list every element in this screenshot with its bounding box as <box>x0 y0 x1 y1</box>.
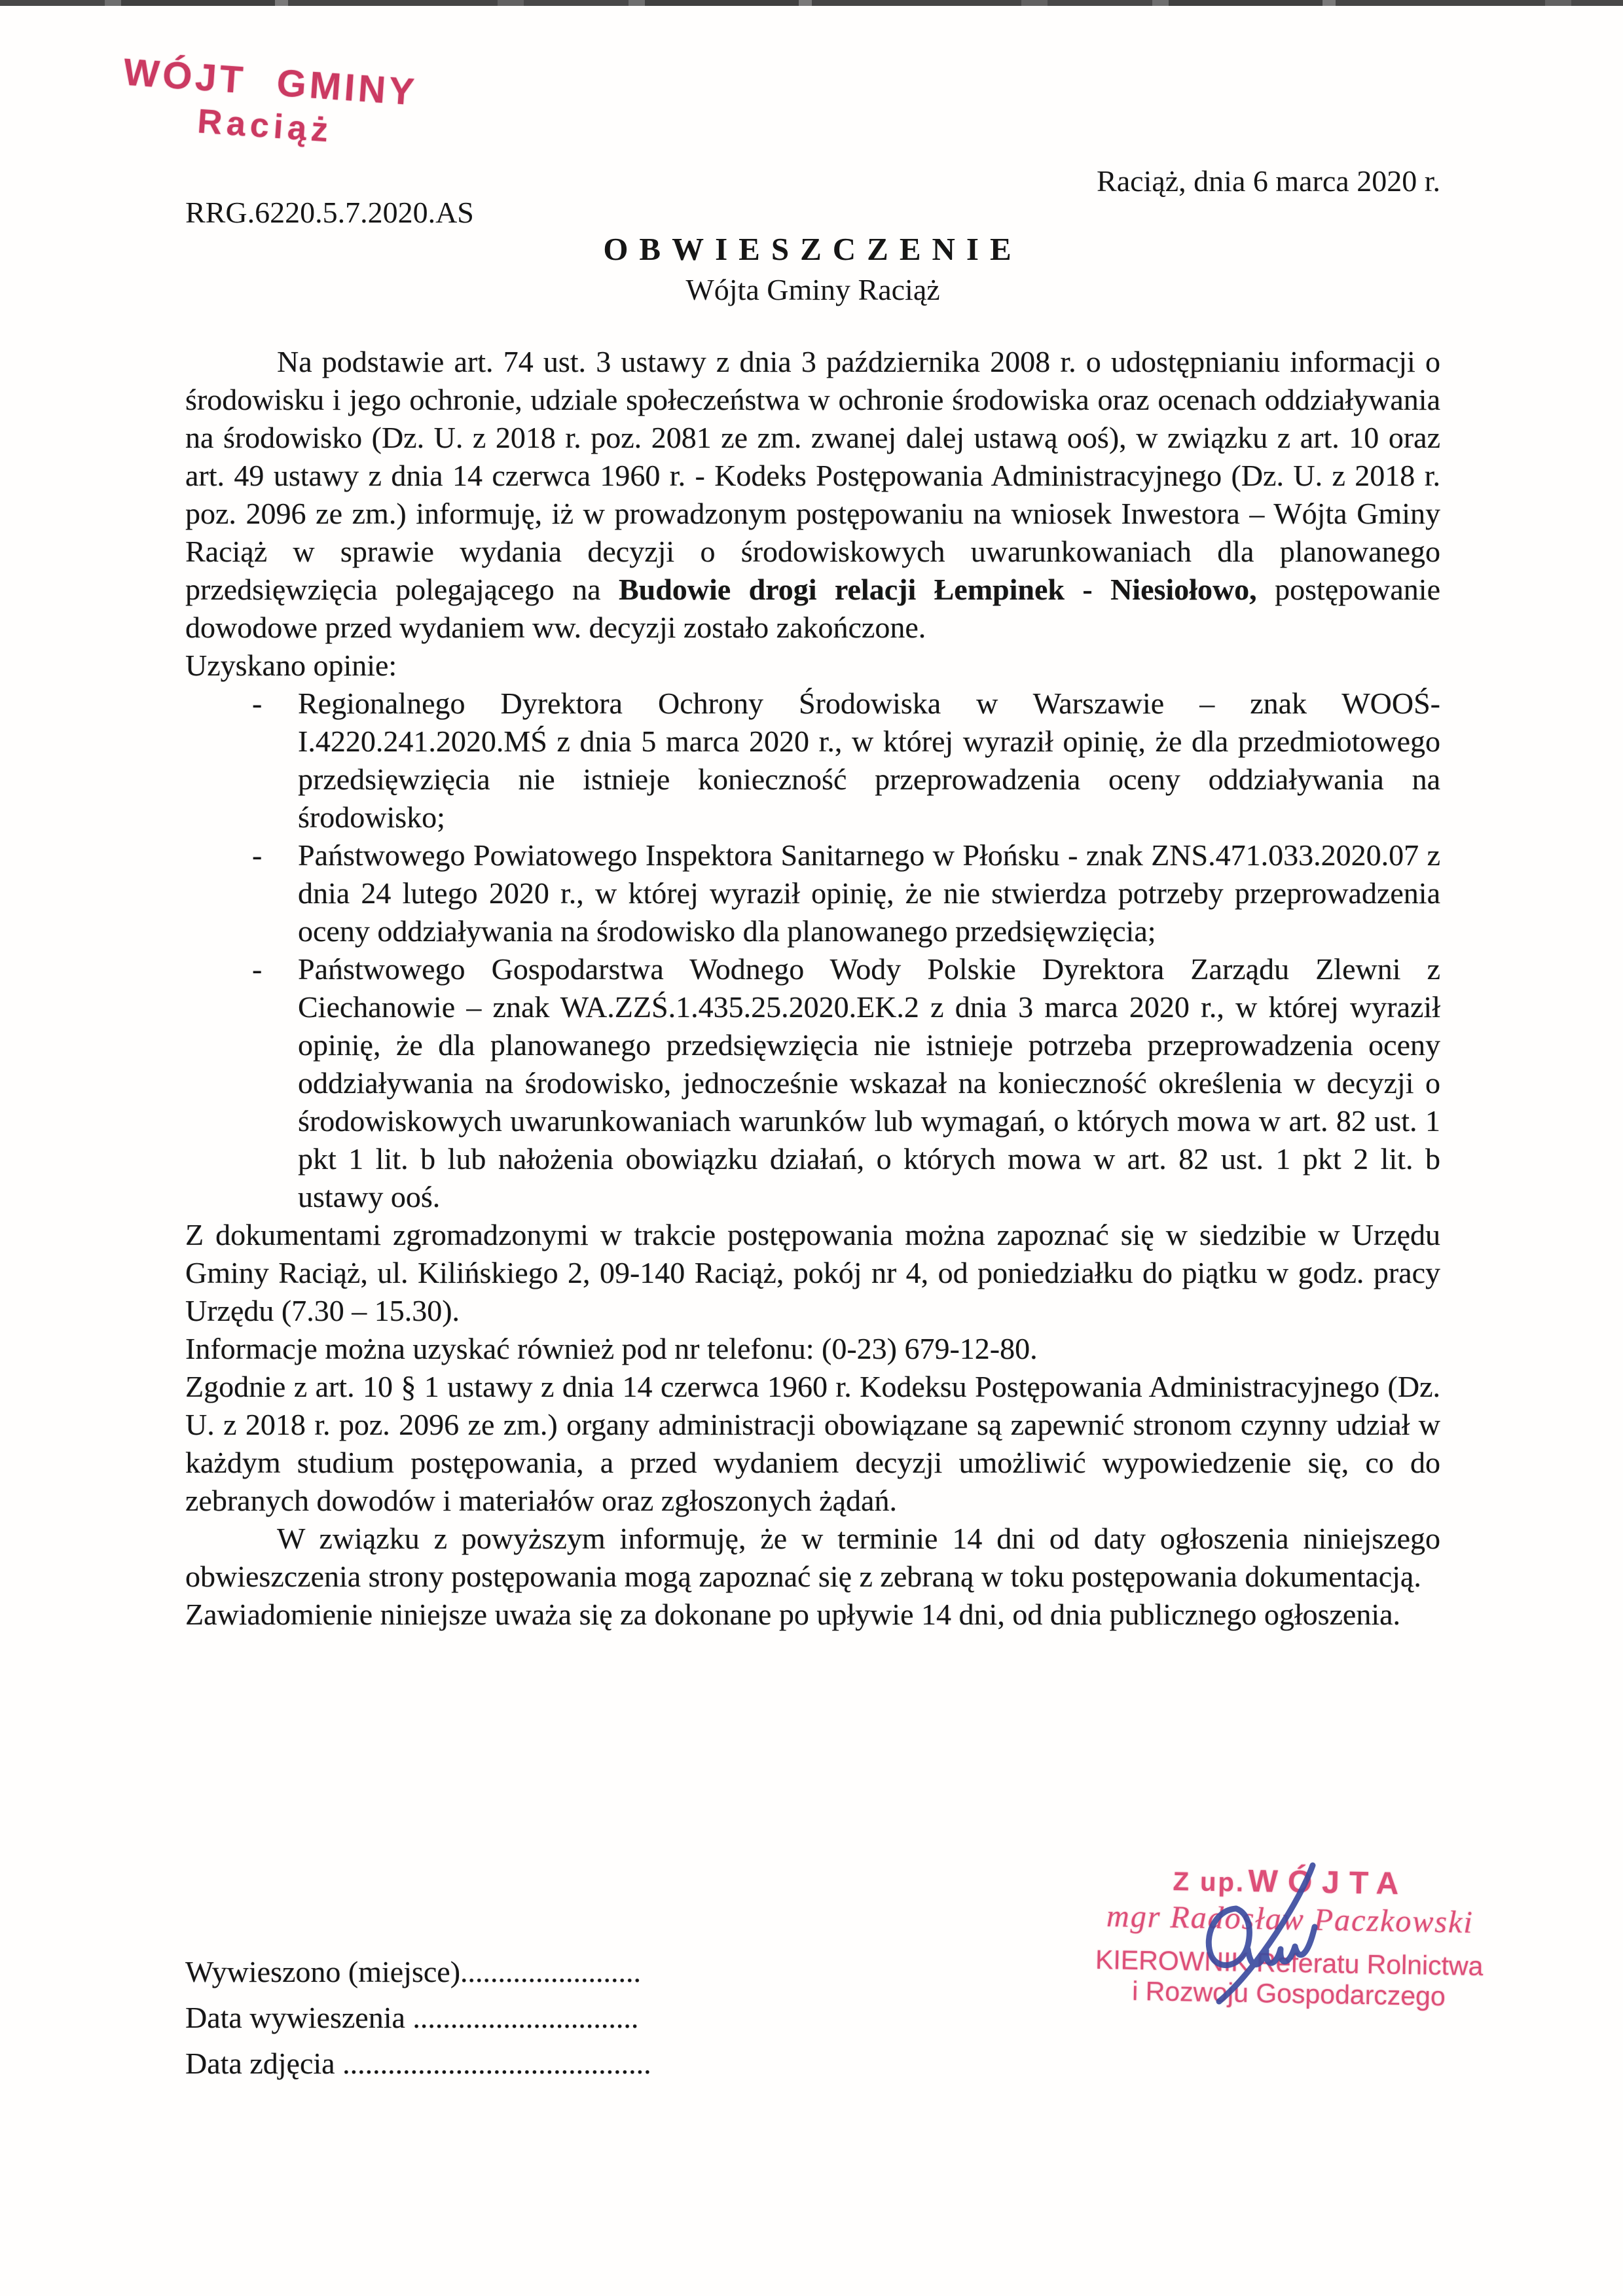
handwritten-signature <box>1178 1856 1342 2013</box>
municipal-office-stamp <box>119 50 419 156</box>
stamp-zup-text: Z up. <box>1173 1867 1246 1897</box>
field-removal-date: Data zdjęcia ......................................... <box>185 2047 651 2080</box>
list-dash-marker: - <box>252 838 263 872</box>
opinions-intro: Uzyskano opinie: <box>185 649 397 682</box>
opinion-item-sanepid <box>185 836 1440 950</box>
stamp-signer-role-line2: i Rozwoju Gospodarczego <box>1131 1975 1446 2012</box>
document-body <box>185 343 1440 1634</box>
stamp-signer-role-line1: KIEROWNIK Referatu Rolnictwa <box>1095 1944 1484 1982</box>
place-and-date-line: Raciąż, dnia 6 marca 2020 r. <box>1097 164 1440 198</box>
paragraph-legal-basis <box>185 343 1440 647</box>
legal-basis-closing: postępowanie dowodowe przed wydaniem ww. decyzji zostało zakończone. <box>185 573 1441 644</box>
field-posting-place: Wywieszono (miejsce)........................ <box>185 1955 642 1988</box>
opinion-item-rdos <box>185 685 1440 836</box>
stamp-signer-name: mgr Radosław Paczkowski <box>1106 1899 1474 1940</box>
paragraph-documents-access: Z dokumentami zgromadzonymi w trakcie postępowania można zapoznać się w siedzibie w Urzędu Gminy Raciąż, ul. Kilińskiego 2, 09-140 Raciąż, pokój nr 4, od poniedziałku do piątku w godz. pracy Urzędu (7.30 – 15.30). <box>185 1218 1440 1327</box>
opinion-item-text: Państwowego Gospodarstwa Wodnego Wody Polskie Dyrektora Zarządu Zlewni z Ciechanowie – znak WA.ZZŚ.1.435.25.2020.EK.2 z dnia 3 marca 2020 r., w której wyraził opinię, że dla planowanego przedsięwzięcia nie istnieje potrzeba przeprowadzenia oceny oddziaływania na środowisko, jednocześnie wskazał na konieczność określenia w decyzji o środowiskowych uwarunkowaniach warunków lub wymagań, o których mowa w art. 82 ust. 1 pkt 1 lit. b lub nałożenia obowiązku działań, o których mowa w art. 82 ust. 1 pkt 2 lit. b ustawy ooś. <box>298 952 1440 1213</box>
list-dash-marker: - <box>252 952 263 986</box>
project-name-bold: Budowie drogi relacji Łempinek - Niesiołowo, <box>618 573 1257 606</box>
paragraph-14-days-notice: W związku z powyższym informuję, że w terminie 14 dni od daty ogłoszenia niniejszego obwieszczenia strony postępowania mogą zapoznać się z zebraną w toku postępowania dokumentacją. <box>185 1522 1440 1593</box>
posting-record-fields <box>185 1949 651 2087</box>
document-title: OBWIESZCZENIE <box>603 231 1023 267</box>
paragraph-effective-date: Zawiadomienie niniejsze uważa się za dokonane po upływie 14 dni, od dnia publicznego ogłoszenia. <box>185 1598 1401 1631</box>
paragraph-phone-info: Informacje można uzyskać również pod nr telefonu: (0-23) 679-12-80. <box>185 1332 1038 1365</box>
stamp-office-name: WÓJT GMINY <box>122 50 419 114</box>
opinion-item-text: Państwowego Powiatowego Inspektora Sanitarnego w Płońsku - znak ZNS.471.033.2020.07 z dnia 24 lutego 2020 r., w której wyraził opinię, że nie stwierdza potrzeby przeprowadzenia oceny oddziaływania na środowisko dla planowanego przedsięwzięcia; <box>298 838 1440 948</box>
document-subtitle: Wójta Gminy Raciąż <box>685 273 940 306</box>
legal-basis-text: Na podstawie art. 74 ust. 3 ustawy z dnia 3 października 2008 r. o udostępnianiu informacji o środowisku i jego ochronie, udziale społeczeństwa w ochronie środowiska oraz ocenach oddziaływania na środowisko (Dz. U. z 2018 r. poz. 2081 ze zm. zwanej dalej ustawą ooś), w związku z art. 10 oraz art. 49 ustawy z dnia 14 czerwca 1960 r. - Kodeks Postępowania Administracyjnego (Dz. U. z 2018 r. poz. 2096 ze zm.) informuję, iż w prowadzonym postępowaniu na wniosek Inwestora – Wójta Gminy Raciąż w sprawie wydania decyzji o środowiskowych uwarunkowaniach dla planowanego przedsięwzięcia polegającego na <box>185 345 1440 606</box>
stamp-wojta-text: WÓJTA <box>1248 1863 1409 1902</box>
list-dash-marker: - <box>252 687 263 720</box>
scan-artifact-top-edge <box>0 0 1623 6</box>
opinion-item-text: Regionalnego Dyrektora Ochrony Środowiska w Warszawie – znak WOOŚ-I.4220.241.2020.MŚ z dnia 5 marca 2020 r., w której wyraził opinię, że dla przedmiotowego przedsięwzięcia nie istnieje konieczność przeprowadzenia oceny oddziaływania na środowisko; <box>298 687 1440 834</box>
opinions-list <box>185 685 1440 1216</box>
stamp-office-town: Raciąż <box>196 102 335 150</box>
opinion-item-wody-polskie <box>185 950 1440 1216</box>
field-posting-date: Data wywieszenia .............................. <box>185 2001 639 2034</box>
reference-number: RRG.6220.5.7.2020.AS <box>185 196 474 229</box>
paragraph-kpa-rights: Zgodnie z art. 10 § 1 ustawy z dnia 14 czerwca 1960 r. Kodeksu Postępowania Administracyjnego (Dz. U. z 2018 r. poz. 2096 ze zm.) organy administracji obowiązane są zapewnić stronom czynny udział w każdym studium postępowania, a przed wydaniem decyzji umożliwić wypowiedzenie się, co do zebranych dowodów i materiałów oraz zgłoszonych żądań. <box>185 1370 1440 1517</box>
